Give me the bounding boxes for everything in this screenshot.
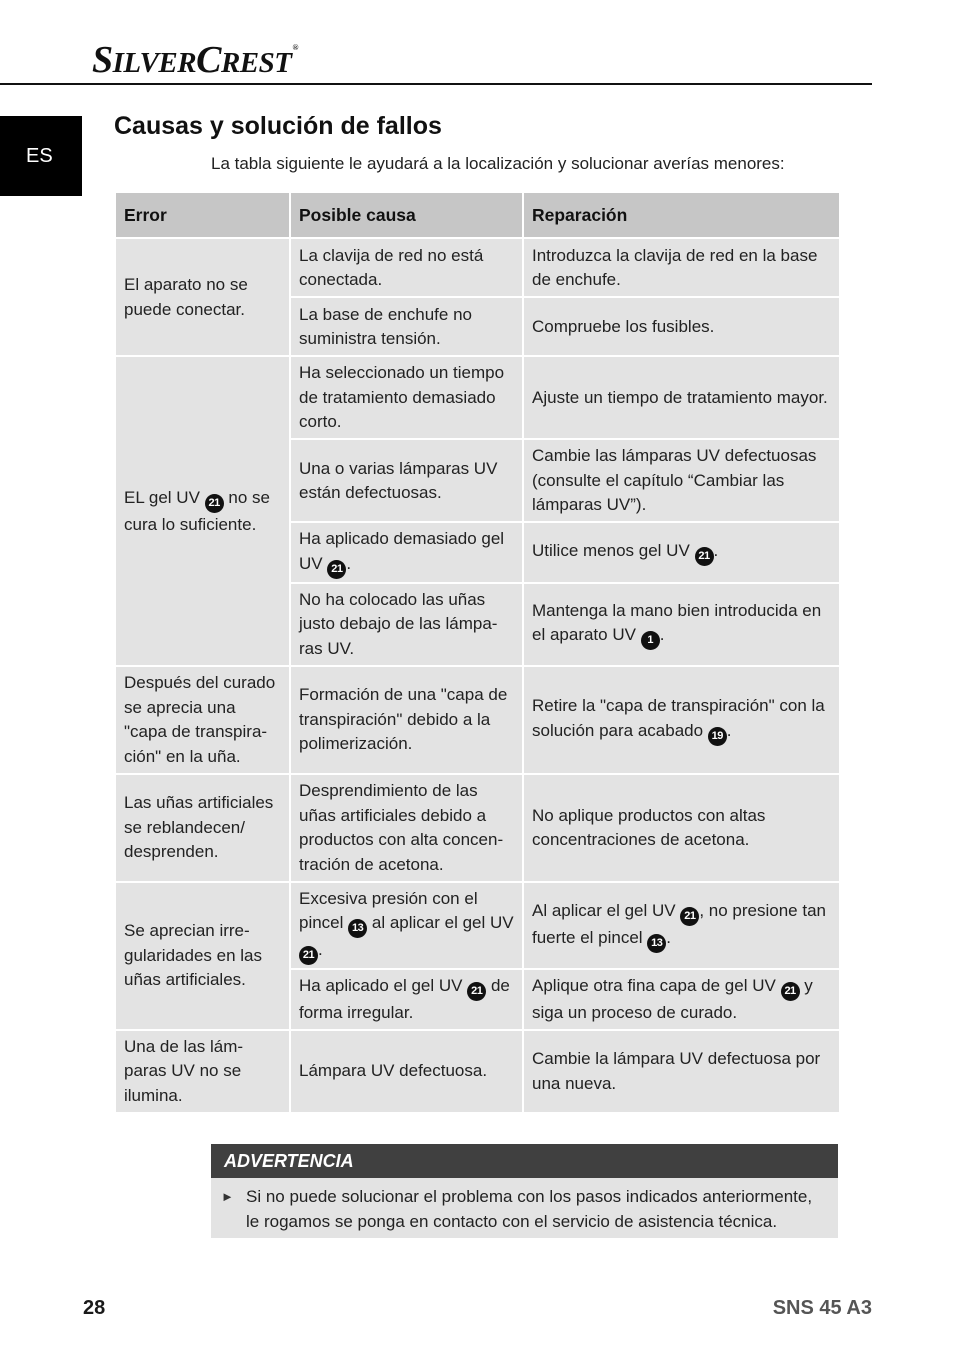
- part-ref-badge: 21: [680, 907, 699, 926]
- repair-cell: [524, 584, 839, 665]
- cause-cell: No ha colocado las uñas justo debajo de las lámpa-ras UV.: [291, 584, 522, 665]
- repair-cell: [524, 667, 839, 773]
- text-span: al aplicar el gel UV: [367, 913, 514, 932]
- warning-item: [211, 1178, 838, 1234]
- text-span: .: [713, 541, 719, 561]
- repair-cell: [524, 523, 839, 582]
- part-ref-badge: 21: [205, 494, 224, 513]
- cause-cell: [291, 883, 522, 969]
- repair-cell: [524, 883, 839, 969]
- text-span: Aplique otra fina capa de gel UV: [532, 976, 781, 995]
- page-number: 28: [83, 1297, 106, 1319]
- table-row: [116, 775, 839, 881]
- warning-box: [211, 1144, 838, 1238]
- repair-cell: [524, 970, 839, 1029]
- cause-cell: Formación de una "capa de transpiración" debido a la polimerización.: [291, 667, 522, 773]
- warning-title: ADVERTENCIA: [211, 1144, 838, 1178]
- troubleshooting-table: [114, 191, 841, 1114]
- text-span: .: [666, 927, 672, 947]
- text-span: .: [318, 940, 323, 959]
- cause-cell: La clavija de red no está conectada.: [291, 239, 522, 296]
- text-span: , no presione tan fuerte el pincel: [532, 900, 826, 947]
- part-ref-badge: 21: [467, 982, 486, 1001]
- intro-text: La tabla siguiente le ayudará a la localización y solucionar averías menores:: [211, 154, 785, 173]
- text-span: de forma irregular.: [299, 976, 510, 1022]
- brand-letter: C: [196, 39, 221, 81]
- text-span: EL gel UV: [124, 487, 205, 507]
- error-cell: Después del curado se aprecia una "capa de transpira-ción" en la uña.: [116, 667, 289, 773]
- header-cause: Posible causa: [291, 193, 522, 237]
- cause-cell: [291, 523, 522, 582]
- cause-cell: Desprendimiento de las uñas artificiales debido a productos con alta concen-tración de acetona.: [291, 775, 522, 881]
- brand-logo: [92, 38, 298, 82]
- cause-cell: La base de enchufe no suministra tensión.: [291, 298, 522, 355]
- header-repair: Reparación: [524, 193, 839, 237]
- text-span: .: [346, 553, 352, 573]
- repair-cell: Ajuste un tiempo de tratamiento mayor.: [524, 357, 839, 438]
- table-row: [116, 239, 839, 296]
- brand-letter: S: [92, 39, 113, 81]
- part-ref-badge: 21: [327, 560, 346, 579]
- model-number: SNS 45 A3: [772, 1297, 872, 1319]
- warning-text: Si no puede solucionar el problema con los pasos indicados anteriormente, le rogamos se ponga en contacto con el servicio de asistencia técnica.: [246, 1187, 813, 1231]
- table-row: [116, 883, 839, 969]
- part-ref-badge: 21: [299, 946, 318, 965]
- text-span: y siga un proceso de curado.: [532, 976, 813, 1022]
- header-error: Error: [116, 193, 289, 237]
- part-ref-badge: 21: [695, 547, 714, 566]
- language-tab: ES: [0, 116, 82, 196]
- page-title: Causas y solución de fallos: [114, 112, 442, 140]
- cause-cell: Lámpara UV defectuosa.: [291, 1031, 522, 1112]
- cause-cell: Ha seleccionado un tiempo de tratamiento demasiado corto.: [291, 357, 522, 438]
- error-cell: [116, 357, 289, 665]
- part-ref-badge: 1: [641, 631, 660, 650]
- text-span: Ha aplicado demasiado gel UV: [299, 529, 505, 573]
- text-span: Ha aplicado el gel UV: [299, 976, 468, 995]
- repair-cell: No aplique productos con altas concentraciones de acetona.: [524, 775, 839, 881]
- brand-letters: REST: [220, 47, 292, 79]
- error-cell: Se aprecian irre-gularidades en las uñas artificiales.: [116, 883, 289, 1029]
- table-row: [116, 357, 839, 438]
- error-cell: Las uñas artificiales se reblandecen/ desprenden.: [116, 775, 289, 881]
- header-rule: [0, 83, 872, 85]
- part-ref-badge: 13: [348, 919, 367, 938]
- table-header-row: [116, 193, 839, 237]
- text-span: .: [726, 720, 732, 740]
- table-row: [116, 667, 839, 773]
- error-cell: El aparato no se puede conectar.: [116, 239, 289, 355]
- table-row: [116, 1031, 839, 1112]
- text-span: Al aplicar el gel UV: [532, 900, 681, 920]
- cause-cell: [291, 970, 522, 1029]
- registered-mark: ®: [292, 43, 298, 52]
- arrow-bullet-icon: ►: [221, 1189, 234, 1204]
- repair-cell: Cambie las lámparas UV defectuosas (consulte el capítulo “Cambiar las lámparas UV”).: [524, 440, 839, 521]
- error-cell: Una de las lám-paras UV no se ilumina.: [116, 1031, 289, 1112]
- text-span: .: [659, 625, 665, 645]
- part-ref-badge: 21: [781, 982, 800, 1001]
- text-span: Mantenga la mano bien introducida en el aparato UV: [532, 600, 822, 645]
- text-span: Utilice menos gel UV: [532, 541, 695, 561]
- text-span: Excesiva presión con el pincel: [299, 888, 478, 932]
- repair-cell: Cambie la lámpara UV defectuosa por una nueva.: [524, 1031, 839, 1112]
- cause-cell: Una o varias lámparas UV están defectuosas.: [291, 440, 522, 521]
- part-ref-badge: 13: [647, 934, 666, 953]
- text-span: no se cura lo suficiente.: [124, 487, 270, 534]
- repair-cell: Introduzca la clavija de red en la base de enchufe.: [524, 239, 839, 296]
- brand-letters: ILVER: [112, 47, 197, 79]
- text-span: Retire la "capa de transpiración" con la solución para acabado: [532, 696, 825, 740]
- part-ref-badge: 19: [708, 727, 727, 746]
- repair-cell: Compruebe los fusibles.: [524, 298, 839, 355]
